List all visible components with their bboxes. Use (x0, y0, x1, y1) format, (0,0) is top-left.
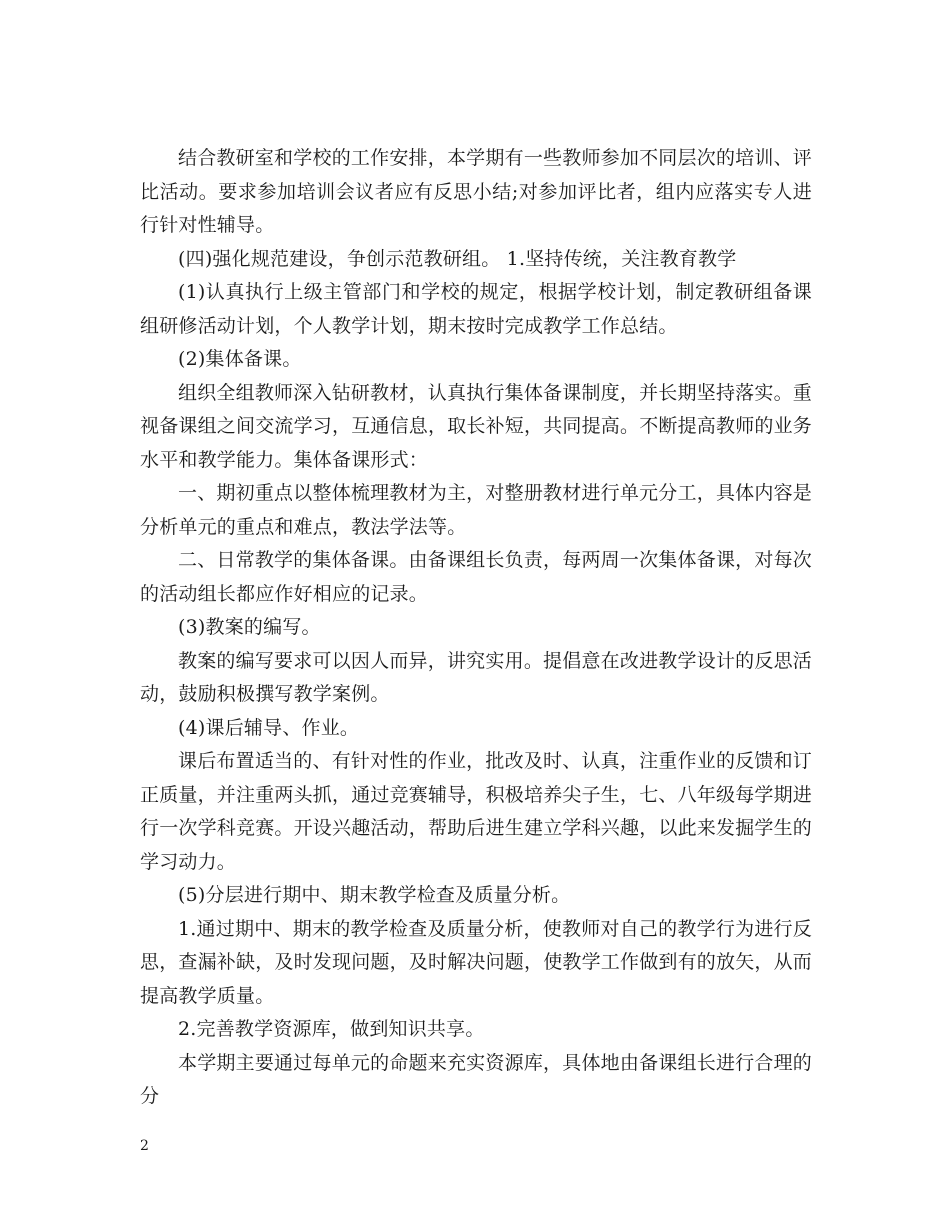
page-number: 2 (140, 1138, 149, 1154)
paragraph-section-four-heading: (四)强化规范建设，争创示范教研组。 1.坚持传统，关注教育教学 (178, 247, 737, 270)
document-body (140, 142, 812, 1114)
paragraph-item-2-heading: (2)集体备课。 (178, 348, 302, 370)
paragraph-lesson-plans: 教案的编写要求可以因人而异，讲究实用。提倡意在改进教学设计的反思活动，鼓励积极撰写教学案例。 (140, 649, 812, 705)
paragraph-resource-library: 本学期主要通过每单元的命题来充实资源库，具体地由备课组长进行合理的分 (140, 1051, 812, 1107)
paragraph-form-one: 一、期初重点以整体梳理教材为主，对整册教材进行单元分工，具体内容是分析单元的重点和难点，教法学法等。 (140, 482, 812, 538)
paragraph-item-3-heading: (3)教案的编写。 (178, 616, 321, 638)
paragraph-resource-library-heading: 2.完善教学资源库，做到知识共享。 (178, 1018, 485, 1040)
paragraph-homework: 课后布置适当的、有针对性的作业，批改及时、认真，注重作业的反馈和订正质量，并注重两头抓，通过竞赛辅导，积极培养尖子生，七、八年级每学期进行一次学科竞赛。开设兴趣活动，帮助后进生建立学科兴趣，以此来发掘学生的学习动力。 (140, 750, 813, 873)
paragraph-quality-analysis: 1.通过期中、期末的教学检查及质量分析，使教师对自己的教学行为进行反思，查漏补缺，及时发现问题，及时解决问题，使教学工作做到有的放矢，从而提高教学质量。 (140, 917, 813, 1007)
paragraph-form-two: 二、日常教学的集体备课。由备课组长负责，每两周一次集体备课，对每次的活动组长都应作好相应的记录。 (140, 549, 812, 605)
paragraph-item-1: (1)认真执行上级主管部门和学校的规定，根据学校计划，制定教研组备课组研修活动计划，个人教学计划，期末按时完成教学工作总结。 (140, 281, 812, 337)
paragraph-item-5-heading: (5)分层进行期中、期末教学检查及质量分析。 (178, 884, 571, 906)
paragraph-collective-lesson-prep: 组织全组教师深入钻研教材，认真执行集体备课制度，并长期坚持落实。重视备课组之间交流学习，互通信息，取长补短，共同提高。不断提高教师的业务水平和教学能力。集体备课形式： (140, 381, 813, 471)
paragraph-training: 结合教研室和学校的工作安排，本学期有一些教师参加不同层次的培训、评比活动。要求参加培训会议者应有反思小结;对参加评比者，组内应落实专人进行针对性辅导。 (140, 147, 812, 236)
paragraph-item-4-heading: (4)课后辅导、作业。 (178, 716, 360, 739)
